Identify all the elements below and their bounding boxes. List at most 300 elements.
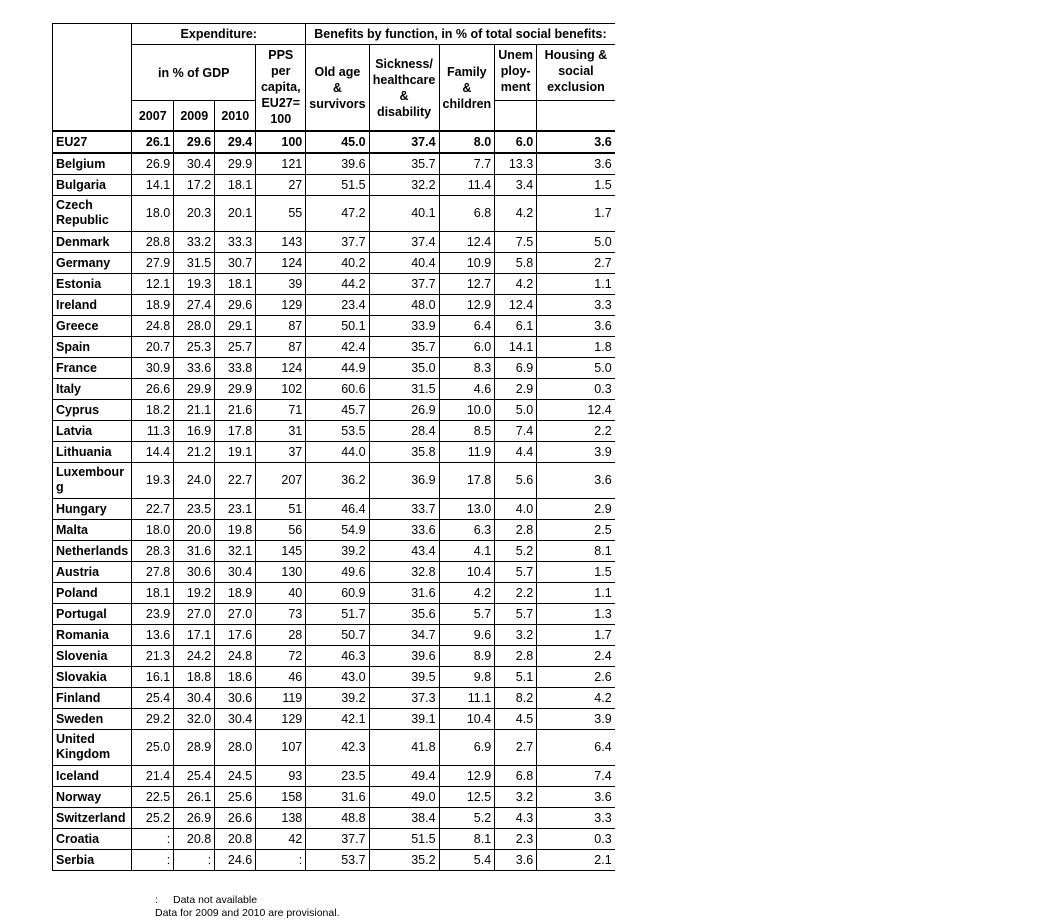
value-cell: 23.5 bbox=[306, 766, 369, 787]
value-cell: 51 bbox=[256, 499, 306, 520]
value-cell: 19.1 bbox=[215, 442, 256, 463]
value-cell: 41.8 bbox=[369, 730, 439, 766]
value-cell: 207 bbox=[256, 463, 306, 499]
value-cell: 21.4 bbox=[132, 766, 174, 787]
value-cell: 24.8 bbox=[215, 646, 256, 667]
value-cell: 6.9 bbox=[439, 730, 495, 766]
value-cell: 5.0 bbox=[537, 232, 615, 253]
country-cell: United Kingdom bbox=[53, 730, 132, 766]
value-cell: 20.1 bbox=[215, 196, 256, 232]
value-cell: 53.7 bbox=[306, 850, 369, 871]
table-row bbox=[53, 232, 615, 253]
value-cell: 12.4 bbox=[439, 232, 495, 253]
value-cell: 18.0 bbox=[132, 196, 174, 232]
value-cell: 5.1 bbox=[495, 667, 537, 688]
value-cell: 20.8 bbox=[215, 829, 256, 850]
value-cell: 5.8 bbox=[495, 253, 537, 274]
value-cell: 18.1 bbox=[215, 175, 256, 196]
value-cell: 38.4 bbox=[369, 808, 439, 829]
value-cell: 34.7 bbox=[369, 625, 439, 646]
value-cell: 5.7 bbox=[495, 562, 537, 583]
value-cell: 14.1 bbox=[495, 337, 537, 358]
value-cell: 45.7 bbox=[306, 400, 369, 421]
value-cell: 17.8 bbox=[215, 421, 256, 442]
value-cell: 30.6 bbox=[174, 562, 215, 583]
value-cell: 100 bbox=[256, 131, 306, 153]
value-cell: 24.5 bbox=[215, 766, 256, 787]
note-symbol-line bbox=[155, 894, 339, 907]
value-cell: 29.9 bbox=[215, 379, 256, 400]
value-cell: 8.2 bbox=[495, 688, 537, 709]
value-cell: 36.2 bbox=[306, 463, 369, 499]
value-cell: 44.9 bbox=[306, 358, 369, 379]
value-cell: 33.3 bbox=[215, 232, 256, 253]
value-cell: 50.7 bbox=[306, 625, 369, 646]
value-cell: 31.6 bbox=[306, 787, 369, 808]
corner-cell bbox=[53, 24, 132, 132]
value-cell: 102 bbox=[256, 379, 306, 400]
value-cell: 42 bbox=[256, 829, 306, 850]
value-cell: 35.8 bbox=[369, 442, 439, 463]
country-cell: Austria bbox=[53, 562, 132, 583]
value-cell: 158 bbox=[256, 787, 306, 808]
value-cell: 5.0 bbox=[537, 358, 615, 379]
value-cell: 2.1 bbox=[537, 850, 615, 871]
value-cell: 87 bbox=[256, 316, 306, 337]
value-cell: 24.2 bbox=[174, 646, 215, 667]
value-cell: 26.6 bbox=[215, 808, 256, 829]
value-cell: : bbox=[132, 850, 174, 871]
value-cell: 3.2 bbox=[495, 625, 537, 646]
value-cell: 2.8 bbox=[495, 646, 537, 667]
table-row bbox=[53, 808, 615, 829]
table-row bbox=[53, 730, 615, 766]
value-cell: 4.5 bbox=[495, 709, 537, 730]
value-cell: 13.0 bbox=[439, 499, 495, 520]
table-row bbox=[53, 463, 615, 499]
value-cell: 28.0 bbox=[174, 316, 215, 337]
country-cell: Serbia bbox=[53, 850, 132, 871]
value-cell: 7.4 bbox=[495, 421, 537, 442]
value-cell: 37.7 bbox=[306, 829, 369, 850]
value-cell: 18.1 bbox=[215, 274, 256, 295]
value-cell: 8.9 bbox=[439, 646, 495, 667]
value-cell: 6.8 bbox=[439, 196, 495, 232]
table-row bbox=[53, 274, 615, 295]
value-cell: 37.3 bbox=[369, 688, 439, 709]
value-cell: 44.0 bbox=[306, 442, 369, 463]
table-row bbox=[53, 295, 615, 316]
value-cell: 3.6 bbox=[537, 463, 615, 499]
value-cell: 124 bbox=[256, 253, 306, 274]
value-cell: 35.7 bbox=[369, 153, 439, 175]
country-cell: Germany bbox=[53, 253, 132, 274]
value-cell: 46.3 bbox=[306, 646, 369, 667]
value-cell: 10.4 bbox=[439, 709, 495, 730]
country-cell: France bbox=[53, 358, 132, 379]
value-cell: 2.7 bbox=[537, 253, 615, 274]
value-cell: 39.6 bbox=[369, 646, 439, 667]
value-cell: 47.2 bbox=[306, 196, 369, 232]
table-header bbox=[53, 24, 615, 132]
value-cell: 1.8 bbox=[537, 337, 615, 358]
value-cell: 5.2 bbox=[439, 808, 495, 829]
value-cell: 20.3 bbox=[174, 196, 215, 232]
value-cell: 11.9 bbox=[439, 442, 495, 463]
value-cell: 4.1 bbox=[439, 541, 495, 562]
country-cell: Hungary bbox=[53, 499, 132, 520]
value-cell: 40.4 bbox=[369, 253, 439, 274]
value-cell: 6.1 bbox=[495, 316, 537, 337]
value-cell: 4.2 bbox=[495, 274, 537, 295]
country-cell: Slovenia bbox=[53, 646, 132, 667]
value-cell: 1.1 bbox=[537, 274, 615, 295]
value-cell: 13.6 bbox=[132, 625, 174, 646]
value-cell: 17.6 bbox=[215, 625, 256, 646]
value-cell: 22.5 bbox=[132, 787, 174, 808]
value-cell: 13.3 bbox=[495, 153, 537, 175]
table-notes bbox=[155, 894, 339, 920]
value-cell: 45.0 bbox=[306, 131, 369, 153]
value-cell: 6.0 bbox=[495, 131, 537, 153]
value-cell: 26.9 bbox=[132, 153, 174, 175]
note-provisional: Data for 2009 and 2010 are provisional. bbox=[155, 907, 340, 919]
table-row bbox=[53, 400, 615, 421]
value-cell: 27.0 bbox=[174, 604, 215, 625]
value-cell: 25.0 bbox=[132, 730, 174, 766]
value-cell: 71 bbox=[256, 400, 306, 421]
country-cell: Lithuania bbox=[53, 442, 132, 463]
value-cell: 19.3 bbox=[132, 463, 174, 499]
value-cell: 87 bbox=[256, 337, 306, 358]
value-cell: 37.4 bbox=[369, 131, 439, 153]
country-cell: Belgium bbox=[53, 153, 132, 175]
table-row bbox=[53, 358, 615, 379]
value-cell: 119 bbox=[256, 688, 306, 709]
value-cell: 5.0 bbox=[495, 400, 537, 421]
value-cell: 21.2 bbox=[174, 442, 215, 463]
value-cell: 6.8 bbox=[495, 766, 537, 787]
value-cell: 43.0 bbox=[306, 667, 369, 688]
value-cell: 18.6 bbox=[215, 667, 256, 688]
value-cell: 21.6 bbox=[215, 400, 256, 421]
value-cell: 12.1 bbox=[132, 274, 174, 295]
value-cell: 2.9 bbox=[537, 499, 615, 520]
value-cell: 30.4 bbox=[174, 688, 215, 709]
value-cell: 12.4 bbox=[495, 295, 537, 316]
value-cell: 10.4 bbox=[439, 562, 495, 583]
value-cell: 20.7 bbox=[132, 337, 174, 358]
gdp-header: in % of GDP bbox=[132, 45, 256, 101]
value-cell: 31 bbox=[256, 421, 306, 442]
country-cell: Norway bbox=[53, 787, 132, 808]
value-cell: 4.0 bbox=[495, 499, 537, 520]
value-cell: 8.5 bbox=[439, 421, 495, 442]
value-cell: 21.3 bbox=[132, 646, 174, 667]
table-row bbox=[53, 196, 615, 232]
table-row bbox=[53, 850, 615, 871]
country-cell: Netherlands bbox=[53, 541, 132, 562]
expenditure-header: Expenditure: bbox=[132, 24, 306, 45]
country-cell: Luxembour g bbox=[53, 463, 132, 499]
value-cell: 39.5 bbox=[369, 667, 439, 688]
country-cell: Malta bbox=[53, 520, 132, 541]
value-cell: 42.3 bbox=[306, 730, 369, 766]
table-row bbox=[53, 562, 615, 583]
value-cell: 129 bbox=[256, 295, 306, 316]
value-cell: 51.7 bbox=[306, 604, 369, 625]
country-cell: Greece bbox=[53, 316, 132, 337]
value-cell: 39.2 bbox=[306, 688, 369, 709]
value-cell: 22.7 bbox=[215, 463, 256, 499]
value-cell: 37 bbox=[256, 442, 306, 463]
table-row bbox=[53, 442, 615, 463]
value-cell: 93 bbox=[256, 766, 306, 787]
value-cell: 27 bbox=[256, 175, 306, 196]
value-cell: 24.8 bbox=[132, 316, 174, 337]
value-cell: 37.7 bbox=[306, 232, 369, 253]
value-cell: 18.9 bbox=[215, 583, 256, 604]
value-cell: 12.7 bbox=[439, 274, 495, 295]
value-cell: 33.8 bbox=[215, 358, 256, 379]
note-symbol: : bbox=[155, 894, 158, 906]
table-row bbox=[53, 709, 615, 730]
value-cell: 4.2 bbox=[537, 688, 615, 709]
value-cell: 12.9 bbox=[439, 295, 495, 316]
value-cell: 0.3 bbox=[537, 379, 615, 400]
value-cell: 4.6 bbox=[439, 379, 495, 400]
value-cell: 21.1 bbox=[174, 400, 215, 421]
value-cell: 27.8 bbox=[132, 562, 174, 583]
value-cell: 2.4 bbox=[537, 646, 615, 667]
value-cell: 73 bbox=[256, 604, 306, 625]
value-cell: 138 bbox=[256, 808, 306, 829]
value-cell: 18.8 bbox=[174, 667, 215, 688]
value-cell: 6.4 bbox=[537, 730, 615, 766]
value-cell: 10.9 bbox=[439, 253, 495, 274]
value-cell: 30.6 bbox=[215, 688, 256, 709]
value-cell: 18.1 bbox=[132, 583, 174, 604]
table-row bbox=[53, 316, 615, 337]
value-cell: 35.2 bbox=[369, 850, 439, 871]
value-cell: 35.0 bbox=[369, 358, 439, 379]
value-cell: 3.3 bbox=[537, 808, 615, 829]
value-cell: 5.6 bbox=[495, 463, 537, 499]
value-cell: 12.9 bbox=[439, 766, 495, 787]
value-cell: 51.5 bbox=[369, 829, 439, 850]
value-cell: 8.0 bbox=[439, 131, 495, 153]
value-cell: 5.7 bbox=[495, 604, 537, 625]
housing-header: Housing & social exclusion bbox=[537, 45, 615, 101]
value-cell: 3.9 bbox=[537, 709, 615, 730]
value-cell: 27.0 bbox=[215, 604, 256, 625]
value-cell: 39.2 bbox=[306, 541, 369, 562]
value-cell: 1.1 bbox=[537, 583, 615, 604]
value-cell: 28.8 bbox=[132, 232, 174, 253]
value-cell: 28.4 bbox=[369, 421, 439, 442]
unemployment-header-blank bbox=[495, 101, 537, 132]
value-cell: 42.1 bbox=[306, 709, 369, 730]
value-cell: 31.6 bbox=[369, 583, 439, 604]
value-cell: 7.7 bbox=[439, 153, 495, 175]
value-cell: 10.0 bbox=[439, 400, 495, 421]
value-cell: 6.4 bbox=[439, 316, 495, 337]
value-cell: 48.8 bbox=[306, 808, 369, 829]
value-cell: 2.3 bbox=[495, 829, 537, 850]
value-cell: 3.9 bbox=[537, 442, 615, 463]
value-cell: 51.5 bbox=[306, 175, 369, 196]
housing-header-blank bbox=[537, 101, 615, 132]
table-row bbox=[53, 688, 615, 709]
country-cell: Denmark bbox=[53, 232, 132, 253]
value-cell: 19.2 bbox=[174, 583, 215, 604]
value-cell: 1.7 bbox=[537, 196, 615, 232]
social-protection-table bbox=[52, 23, 615, 871]
year-2009-header: 2009 bbox=[174, 101, 215, 132]
value-cell: 19.3 bbox=[174, 274, 215, 295]
value-cell: 8.3 bbox=[439, 358, 495, 379]
value-cell: 0.3 bbox=[537, 829, 615, 850]
value-cell: 24.0 bbox=[174, 463, 215, 499]
benefits-header: Benefits by function, in % of total social benefits: bbox=[306, 24, 615, 45]
value-cell: 30.9 bbox=[132, 358, 174, 379]
value-cell: 4.2 bbox=[439, 583, 495, 604]
value-cell: 1.3 bbox=[537, 604, 615, 625]
value-cell: 124 bbox=[256, 358, 306, 379]
value-cell: 6.3 bbox=[439, 520, 495, 541]
unemployment-header: Unem ploy- ment bbox=[495, 45, 537, 101]
value-cell: : bbox=[174, 850, 215, 871]
value-cell: 143 bbox=[256, 232, 306, 253]
value-cell: 20.0 bbox=[174, 520, 215, 541]
value-cell: 72 bbox=[256, 646, 306, 667]
year-2007-header: 2007 bbox=[132, 101, 174, 132]
value-cell: 40 bbox=[256, 583, 306, 604]
value-cell: 29.9 bbox=[215, 153, 256, 175]
value-cell: 4.2 bbox=[495, 196, 537, 232]
value-cell: 28 bbox=[256, 625, 306, 646]
value-cell: 5.2 bbox=[495, 541, 537, 562]
value-cell: 1.5 bbox=[537, 562, 615, 583]
country-cell: Cyprus bbox=[53, 400, 132, 421]
value-cell: 32.2 bbox=[369, 175, 439, 196]
value-cell: 33.6 bbox=[369, 520, 439, 541]
value-cell: 1.5 bbox=[537, 175, 615, 196]
value-cell: 29.6 bbox=[174, 131, 215, 153]
table-row bbox=[53, 541, 615, 562]
value-cell: 25.7 bbox=[215, 337, 256, 358]
value-cell: 56 bbox=[256, 520, 306, 541]
value-cell: 17.8 bbox=[439, 463, 495, 499]
value-cell: 37.4 bbox=[369, 232, 439, 253]
value-cell: 49.6 bbox=[306, 562, 369, 583]
value-cell: 54.9 bbox=[306, 520, 369, 541]
value-cell: 1.7 bbox=[537, 625, 615, 646]
value-cell: 29.2 bbox=[132, 709, 174, 730]
value-cell: 26.6 bbox=[132, 379, 174, 400]
value-cell: 32.0 bbox=[174, 709, 215, 730]
value-cell: 16.1 bbox=[132, 667, 174, 688]
value-cell: 53.5 bbox=[306, 421, 369, 442]
value-cell: 2.6 bbox=[537, 667, 615, 688]
table-row bbox=[53, 175, 615, 196]
value-cell: 2.7 bbox=[495, 730, 537, 766]
country-cell: Iceland bbox=[53, 766, 132, 787]
value-cell: 23.1 bbox=[215, 499, 256, 520]
value-cell: 49.4 bbox=[369, 766, 439, 787]
value-cell: 25.3 bbox=[174, 337, 215, 358]
note-symbol-text: Data not available bbox=[173, 894, 258, 906]
country-cell: Romania bbox=[53, 625, 132, 646]
value-cell: 3.6 bbox=[537, 787, 615, 808]
value-cell: 8.1 bbox=[537, 541, 615, 562]
value-cell: 145 bbox=[256, 541, 306, 562]
value-cell: 19.8 bbox=[215, 520, 256, 541]
country-cell: Bulgaria bbox=[53, 175, 132, 196]
value-cell: 2.8 bbox=[495, 520, 537, 541]
value-cell: 27.9 bbox=[132, 253, 174, 274]
value-cell: 3.2 bbox=[495, 787, 537, 808]
value-cell: 33.9 bbox=[369, 316, 439, 337]
value-cell: 130 bbox=[256, 562, 306, 583]
value-cell: 3.6 bbox=[537, 153, 615, 175]
table-row bbox=[53, 583, 615, 604]
value-cell: 43.4 bbox=[369, 541, 439, 562]
value-cell: 25.4 bbox=[174, 766, 215, 787]
value-cell: 18.9 bbox=[132, 295, 174, 316]
value-cell: 60.6 bbox=[306, 379, 369, 400]
value-cell: 33.6 bbox=[174, 358, 215, 379]
table-row bbox=[53, 379, 615, 400]
value-cell: 11.1 bbox=[439, 688, 495, 709]
country-cell: Sweden bbox=[53, 709, 132, 730]
value-cell: 5.7 bbox=[439, 604, 495, 625]
value-cell: 121 bbox=[256, 153, 306, 175]
value-cell: 7.4 bbox=[537, 766, 615, 787]
value-cell: 30.4 bbox=[215, 709, 256, 730]
value-cell: 37.7 bbox=[369, 274, 439, 295]
value-cell: 17.2 bbox=[174, 175, 215, 196]
value-cell: 3.6 bbox=[537, 316, 615, 337]
value-cell: 30.7 bbox=[215, 253, 256, 274]
value-cell: 4.4 bbox=[495, 442, 537, 463]
value-cell: 26.9 bbox=[174, 808, 215, 829]
value-cell: 2.5 bbox=[537, 520, 615, 541]
value-cell: 26.1 bbox=[174, 787, 215, 808]
value-cell: 23.4 bbox=[306, 295, 369, 316]
value-cell: 44.2 bbox=[306, 274, 369, 295]
value-cell: 28.0 bbox=[215, 730, 256, 766]
value-cell: 26.1 bbox=[132, 131, 174, 153]
country-cell: Finland bbox=[53, 688, 132, 709]
value-cell: 32.1 bbox=[215, 541, 256, 562]
table-row bbox=[53, 337, 615, 358]
value-cell: : bbox=[256, 850, 306, 871]
value-cell: 16.9 bbox=[174, 421, 215, 442]
value-cell: 2.9 bbox=[495, 379, 537, 400]
value-cell: 26.9 bbox=[369, 400, 439, 421]
value-cell: 29.9 bbox=[174, 379, 215, 400]
value-cell: 55 bbox=[256, 196, 306, 232]
pps-header: PPS per capita, EU27= 100 bbox=[256, 45, 306, 132]
value-cell: 28.3 bbox=[132, 541, 174, 562]
country-cell: Estonia bbox=[53, 274, 132, 295]
table-row bbox=[53, 604, 615, 625]
table-row bbox=[53, 829, 615, 850]
country-cell: Italy bbox=[53, 379, 132, 400]
country-cell: EU27 bbox=[53, 131, 132, 153]
value-cell: 25.4 bbox=[132, 688, 174, 709]
